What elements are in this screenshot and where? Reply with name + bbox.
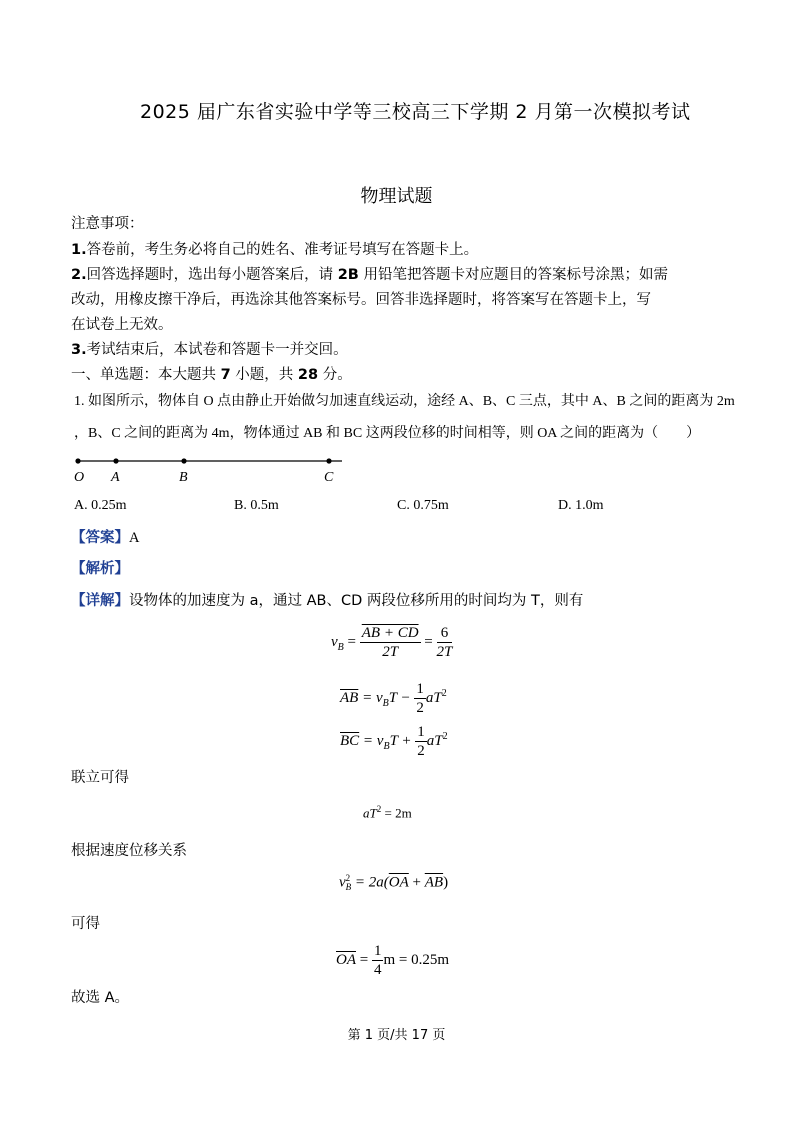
eq5-oa: $\overline{OA}$	[388, 874, 409, 891]
eq3-square: 2	[442, 730, 448, 742]
eq6-lhs: $\overline{OA}$	[336, 951, 356, 968]
point-c-label: C	[324, 470, 334, 485]
eq3-half-den: 2	[417, 743, 425, 759]
eq2-tail: aT	[425, 689, 442, 706]
option-d: D. 1.0m	[558, 498, 604, 513]
equation-at2	[363, 804, 412, 821]
eq2-half-den: 2	[416, 700, 424, 716]
eq3-half-num: 1	[417, 724, 425, 740]
answer-line	[71, 526, 139, 550]
eq3-eq: = v	[362, 732, 384, 749]
exam-title: 2025 届广东省实验中学等三校高三下学期 2 月第一次模拟考试	[140, 101, 691, 123]
note-2-text-a: 回答选择题时，选出每小题答案后，请	[86, 267, 338, 283]
conclusion-text: 故选 A。	[71, 990, 130, 1006]
get-text: 可得	[71, 916, 100, 932]
eq1-numerator-2: 6	[437, 624, 453, 643]
eq3-lhs: $\overline{BC}$	[340, 732, 360, 749]
analysis-label	[71, 557, 129, 581]
eq5-v: v	[339, 874, 346, 891]
eq2-square: 2	[441, 687, 447, 699]
notes-heading: 注意事项：	[71, 216, 144, 232]
eq2-lhs: $\overline{AB}$	[340, 689, 359, 706]
eq1-v: v	[331, 633, 338, 650]
section-text-b: 小题，共	[230, 367, 298, 383]
eq5-square: 2	[345, 873, 351, 883]
note-1-number: 1.	[71, 242, 87, 258]
note-3-number: 3.	[71, 342, 87, 358]
question-1-line-2: ，B、C 之间的距离为 4m，物体通过 AB 和 BC 这两段位移的时间相等，则 OA 之间的距离为（ ）	[74, 426, 701, 441]
eq2-half	[414, 680, 426, 717]
eq4-square: 2	[376, 804, 382, 814]
eq2-sub: B	[382, 697, 389, 709]
option-b: B. 0.5m	[234, 498, 279, 513]
eq6-den: 4	[373, 962, 382, 978]
eq1-denominator-2: 2T	[436, 644, 453, 660]
note-2-text-c: 用铅笔把答题卡对应题目的答案标号涂黑；如需	[358, 267, 668, 283]
section-count: 7	[220, 367, 231, 383]
eq1-fraction-2	[437, 624, 453, 661]
section-score: 28	[297, 367, 319, 383]
eq4-lhs: aT	[363, 805, 377, 821]
eq5-rhs: = 2a(	[351, 874, 389, 891]
note-1-text: 答卷前，考生务必将自己的姓名、准考证号填写在答题卡上。	[86, 242, 479, 258]
joint-text: 联立可得	[71, 770, 129, 786]
eq4-rhs: = 2m	[381, 805, 412, 821]
eq3-tail: aT	[426, 732, 443, 749]
eq5-sub: B	[345, 882, 352, 892]
equation-bc	[340, 723, 448, 760]
eq1-sub: B	[337, 641, 344, 653]
eq5-ab: $\overline{AB}$	[424, 874, 444, 891]
option-a: A. 0.25m	[74, 498, 127, 513]
section-text-a: 一、单选题：本大题共	[71, 367, 221, 383]
point-o-label: O	[74, 470, 85, 485]
note-2-line-2: 改动，用橡皮擦干净后，再选涂其他答案标号。回答非选择题时，将答案写在答题卡上，写	[71, 292, 651, 308]
relation-text: 根据速度位移关系	[71, 843, 187, 859]
point-b-label: B	[179, 470, 188, 485]
subject-title: 物理试题	[360, 186, 433, 207]
note-2-line-3: 在试卷上无效。	[71, 317, 173, 333]
eq1-denominator: 2T	[382, 644, 399, 660]
eq6-fraction	[372, 942, 384, 979]
eq1-fraction-1	[360, 624, 421, 661]
point-o-dot	[75, 458, 80, 463]
point-b-dot	[181, 458, 186, 463]
note-3	[71, 338, 348, 362]
equation-vb: $v_B$ = $\frac{AB + CD}{2T}$ = $\frac{6}{2T}$	[331, 625, 453, 660]
note-1	[71, 238, 478, 262]
motion-diagram	[70, 452, 360, 486]
answer-label: 【答案】	[71, 530, 129, 546]
page-number: 第 1 页/共 17 页	[347, 1028, 446, 1043]
equation-oa-result	[336, 942, 449, 979]
note-2-pencil: 2B	[337, 267, 359, 283]
eq1-numerator: AB + CD	[361, 625, 419, 641]
equation-velocity-displacement	[339, 874, 448, 892]
analysis-tag: 【解析】	[71, 561, 129, 577]
eq3-half	[415, 723, 427, 760]
detail-label: 【详解】	[71, 593, 129, 609]
section-text-c: 分。	[318, 367, 352, 383]
answer-value: A	[129, 530, 140, 546]
eq3-sub: B	[383, 740, 390, 752]
eq2-eq: = v	[362, 689, 383, 706]
eq2-half-num: 1	[416, 681, 424, 697]
eq2-mid: T −	[388, 689, 411, 706]
point-c-dot	[326, 458, 331, 463]
eq6-num: 1	[373, 943, 382, 959]
section-heading	[71, 363, 352, 387]
note-3-text: 考试结束后，本试卷和答题卡一并交回。	[86, 342, 348, 358]
eq5-close: )	[443, 874, 449, 891]
point-a-label: A	[111, 470, 120, 485]
eq6-rhs: m = 0.25m	[383, 951, 450, 968]
eq3-mid: T +	[389, 732, 412, 749]
eq6-eq: =	[356, 951, 372, 968]
point-a-dot	[113, 458, 118, 463]
note-2-number: 2.	[71, 267, 87, 283]
eq5-plus: +	[408, 874, 425, 891]
detail-line	[71, 589, 583, 613]
equation-ab	[340, 680, 447, 717]
option-c: C. 0.75m	[397, 498, 449, 513]
note-2-line-1	[71, 263, 668, 287]
question-1-line-1: 1. 如图所示，物体自 O 点由静止开始做匀加速直线运动，途经 A、B、C 三点，其中 A、B 之间的距离为 2m	[74, 394, 735, 409]
detail-text: 设物体的加速度为 a，通过 AB、CD 两段位移所用的时间均为 T，则有	[129, 593, 584, 609]
